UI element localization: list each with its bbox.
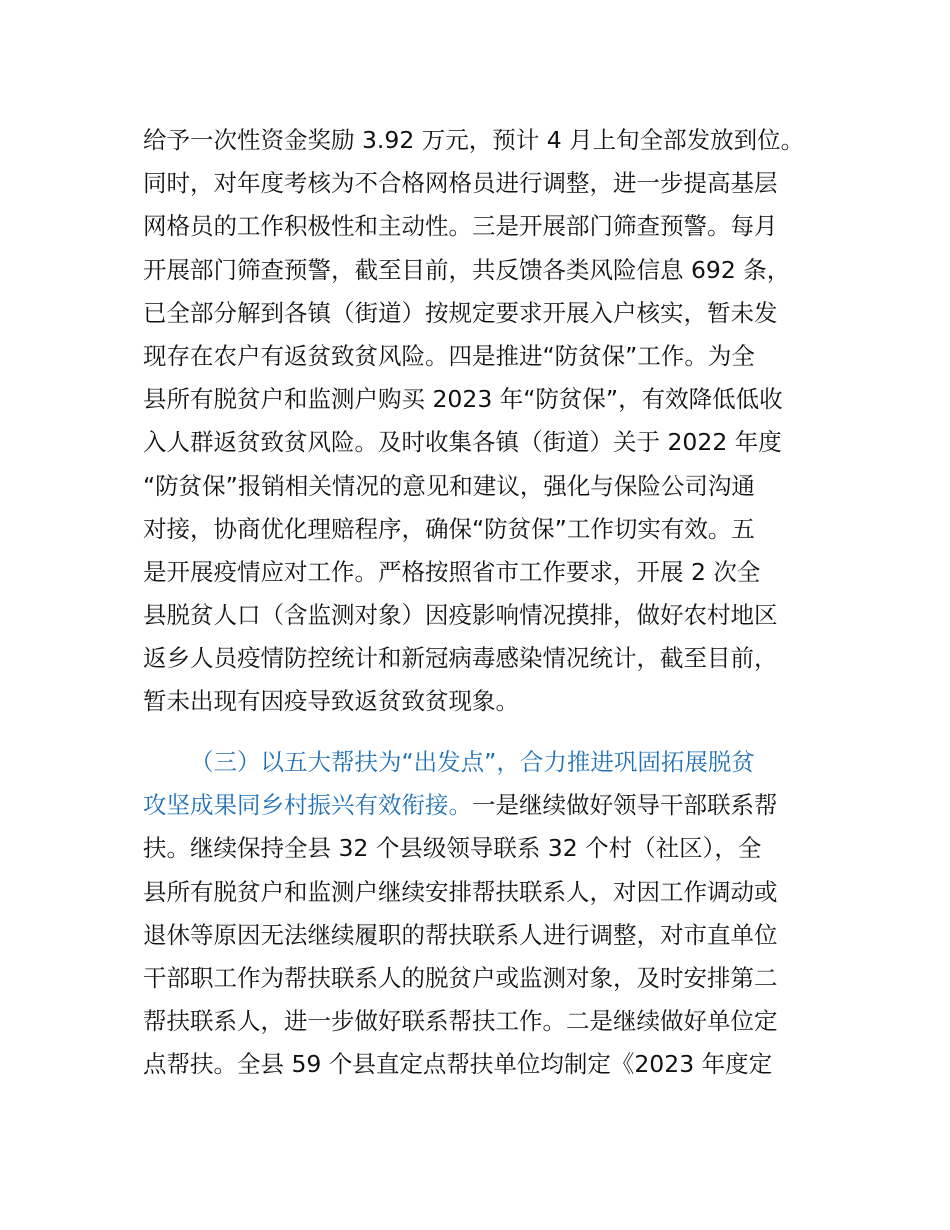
paragraph-text: 一是继续做好领导干部联系帮 — [472, 791, 778, 820]
paragraph-1 — [143, 119, 823, 724]
paragraph-line: 对接，协商优化理赔程序，确保“防贫保”工作切实有效。五 — [143, 514, 755, 543]
paragraph-line: 网格员的工作积极性和主动性。三是开展部门筛查预警。每月 — [143, 212, 778, 241]
paragraph-line: 帮扶联系人，进一步做好联系帮扶工作。二是继续做好单位定 — [143, 1007, 778, 1036]
paragraph-line: 退休等原因无法继续履职的帮扶联系人进行调整，对市直单位 — [143, 920, 778, 949]
section-heading: （三）以五大帮扶为“出发点”，合力推进巩固拓展脱贫 — [190, 748, 755, 776]
paragraph-line: 同时，对年度考核为不合格网格员进行调整，进一步提高基层 — [143, 169, 778, 198]
paragraph-line: 入人群返贫致贫风险。及时收集各镇（街道）关于 2022 年度 — [143, 428, 782, 457]
section-heading-continued: 攻坚成果同乡村振兴有效衔接。 — [143, 791, 472, 820]
paragraph-line: 县所有脱贫户和监测户购买 2023 年“防贫保”，有效降低低收 — [143, 385, 783, 414]
paragraph-line: 返乡人员疫情防控统计和新冠病毒感染情况统计，截至目前， — [143, 644, 778, 673]
paragraph-line: “防贫保”报销相关情况的意见和建议，强化与保险公司沟通 — [143, 471, 755, 500]
paragraph-line: 给予一次性资金奖励 3.92 万元，预计 4 月上旬全部发放到位。 — [143, 126, 805, 154]
paragraph-line: 暂未出现有因疫导致返贫致贫现象。 — [143, 687, 519, 716]
paragraph-line: 已全部分解到各镇（街道）按规定要求开展入户核实，暂未发 — [143, 298, 778, 327]
paragraph-line: 点帮扶。全县 59 个县直定点帮扶单位均制定《2023 年度定 — [143, 1050, 773, 1079]
paragraph-2 — [143, 741, 823, 1087]
paragraph-line: 开展部门筛查预警，截至目前，共反馈各类风险信息 692 条， — [143, 255, 791, 284]
paragraph-line: 县所有脱贫户和监测户继续安排帮扶联系人，对因工作调动或 — [143, 877, 778, 906]
paragraph-line: 现存在农户有返贫致贫风险。四是推进“防贫保”工作。为全 — [143, 341, 755, 370]
paragraph-line: 扶。继续保持全县 32 个县级领导联系 32 个村（社区），全 — [143, 834, 762, 863]
paragraph-line: 是开展疫情应对工作。严格按照省市工作要求，开展 2 次全 — [143, 557, 761, 586]
paragraph-line: 干部职工作为帮扶联系人的脱贫户或监测对象，及时安排第二 — [143, 963, 778, 992]
paragraph-line: 县脱贫人口（含监测对象）因疫影响情况摸排，做好农村地区 — [143, 601, 778, 630]
paragraph-line — [143, 784, 823, 827]
